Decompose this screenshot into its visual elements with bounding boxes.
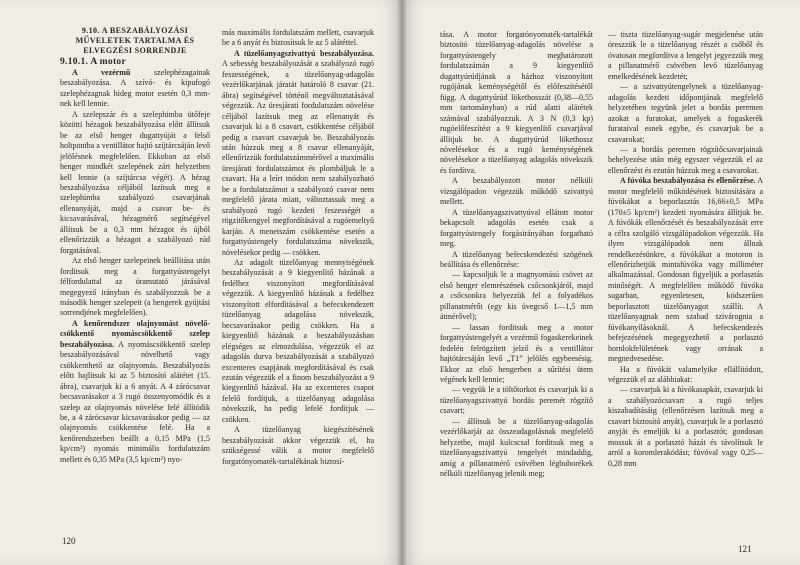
paragraph [222, 49, 374, 258]
paragraph-text: — állítsuk be a tüzelőanyag-adagolás vezérlőkarját az összeadagolásnak megfelelő helyzetbe, majd kulcscsal forditsuk meg a tüzelőanyagszivattyú tengelyét mindaddig, amíg a pillanatmérő csövében légbuborékek nélküli tüzelőanyag jelenik meg; [440, 416, 593, 479]
paragraph [440, 417, 593, 480]
paragraph-text: tása. A motor forgatónyomaték-tartalékát biztosító tüzelőanyag-adagolás növelése a forgattyústengely meghatározott fordulatszámán a 9 kiegyenlítő dugattyúrúdjának a házhoz viszonyított rugójának keménységétől és előfeszítésétől függ. A dugattyúrúd lökethosszát (0,38—0,55 mm tartományban) a rúd alatti alátétek számával szabályozzuk. A 3 N (0,3 kp) rugóelőfeszítést a 9 kiegyenlítő csavarjával állítjuk be. A dugattyúrúd lökethossz növelésekor és a rugó keménységének növelésekor a tüzelőanyag adagolás növekszik és fordítva. [440, 30, 593, 175]
paragraph-text: A sebesség beszabályozását a szabályozó rugó feszességének, a tüzelőanyag-adagolás vezérlőkarjának járatát határoló 8 csavar (21. ábra) segítségével történő megváltoztatásával végezzük. Az üresjárati fordulatszám növelése céljából lazítsuk meg az ellenanyát és csavarjuk ki a 8 csavart, csökkentése céljából pedig a csavart csavarjuk be. Beszabályozás után húzzuk meg a 8 csavar ellenanyáját, ellenőrizzük fordulatszámmérővel a maximális üresjárati fordulatszámot és plombáljuk le a csavart. Ha a leírt módon nem szabályozható be a fordulatszámot a szabályozó csavar nem megfelelő járata miatt, változtassuk meg a szabályozó rugó kezdeti feszességét a rögzítőkengyel megfordításával a rugóemeltyű karján. A menetszám csökkentése esetén a forgattyústengely fordulatszáma növekszik, növelésekor pedig — csökken. [222, 59, 374, 257]
paragraph [60, 319, 210, 465]
paragraph-text: — a bordás peremen rögzítőcsavarjainak behelyezése után még egyszer végezzük el az ellenőrzést és ezután húzzuk meg a csavarokat. [608, 144, 763, 175]
paragraph-text: A tüzelőanyag kiegészítésének beszabályozását akkor végezzük el, ha szükségessé válik a motor megfelelő forgatónyomaték-tartalékának biztosí- [222, 425, 374, 466]
paragraph-bold-lead: A kenőrendszer olajnyomást növelő-csökkentő nyomáscsökkentő szelep beszabályozása. [60, 318, 210, 349]
paragraph [440, 176, 593, 207]
subsection-heading: 9.10.1. A motor [60, 57, 126, 67]
paragraph-text: Az első henger szelepeinek beállítása után forditsuk meg a forgattyústengelyt félfordulattal az óramutató járásával megegyező irányban és szabályozzuk be a második henger szelepeit (a hengerek gyújtási sorrendjének megfelelően). [60, 256, 210, 318]
paragraph-bold-lead: A fúvóka beszabályozása és ellenőrzése. [620, 176, 756, 186]
paragraph-bold-lead: A tüzelőanyagszivattyú beszabályozása. [234, 48, 374, 58]
paragraph [60, 256, 210, 319]
paragraph [222, 258, 374, 425]
left-page-column-2 [222, 28, 374, 467]
paragraph-text: — csavarjuk ki a fúvókasapkát, csavarjuk ki a szabályozócsavart a rugó teljes kiszabadításáig (ellenőrzésen lazítsuk meg a csavart biztosító anyát), csavarjuk le a porlasztó anyját és emeljük ki a porlasztót; gondosan mossuk át a porlasztó házát és távolítsuk le arról a koromlerakódást; fúvóval vagy 0,25—0,28 mm [608, 385, 763, 468]
paragraph-text: — a szivattyútengelynek a tüzelőanyag-adagolás kezdeti időpontjának megfelelő helyzetében tegyünk jelet a bordás peremen azokat a furatokat, amelyek a fogaskerék furataival esnek egybe, és csavarjuk be a csavarokat; [608, 82, 763, 144]
paragraph [60, 68, 210, 110]
paragraph-bold-lead: A vezérmű [72, 68, 131, 77]
page-number-left: 120 [62, 536, 76, 546]
left-col1-paragraphs [60, 68, 210, 465]
right-page-column-1 [440, 30, 593, 479]
paragraph-text: Ha a fúvókát valamelyike ellállítódott, végezzük el az alábbiakat: [608, 364, 763, 384]
paragraph-text: — tiszta tüzelőanyag-sugár megjelenése után óreszzük le a tüzelőanyag részét a csőből és óvatosan megfordítva a lengelyt jegyezzük meg a pillanatmérő csövében levő tüzelőanyag emelkedésének kezdetét; [608, 30, 763, 81]
paragraph [440, 250, 593, 271]
paragraph [608, 82, 763, 145]
paragraph [608, 385, 763, 469]
paragraph-text: A tüzelőanyagszivattyúval ellátott motor bekapcsolt adagolás esetén csak a forgattyústengely forgásirányában forgatható meg. [440, 207, 593, 249]
paragraph-text: A nyomáscsökkentő szelep beszabályozásával növelhető vagy csökkenthető az olajnyomás. Beszabályozás előtt hajlítsuk ki az 5 biztosító alátétet (15. ábra), csavarjuk ki a 6 anyát. A 4 zárócsavar becsavarásakor a 3 rugó összenyomódik és a szelep az olajnyomás növelése felé állítódik be, a 4 zárócsavar kicsavarásakor pedig — az olajnyomás csökkentése felé. Ha a kenőrendszerben beállt a 0,15 MPa (1,5 kp/cm²) nyomás minimális fordulatszám mellett és 0,35 MPa (3,5 kp/cm²) nyo- [60, 339, 210, 464]
left-page-column-1 [60, 26, 210, 465]
paragraph [608, 176, 763, 364]
right-page-column-2 [608, 30, 763, 469]
paragraph [440, 30, 593, 176]
paragraph [440, 270, 593, 322]
paragraph-text: — vegyük le a töltőtorkot és csavarjuk ki a tüzelőanyagszivattyú bordás peremét rögzítő csavart; [440, 385, 593, 416]
paragraph [608, 145, 763, 176]
paragraph [222, 28, 374, 49]
right-page [402, 0, 800, 565]
paragraph [60, 110, 210, 256]
paragraph-text: Az adagolt tüzelőanyag mennyiségének beszabályozását a 9 kiegyenlítő házának a fedélhez viszonyított megfordításával végezzük. A kiegyenlítő házának a fedélhez viszonyított elfordításával a befecskendezett tüzelőanyag adagolása növekszik, becsavarásakor pedig csökken. Ha a kiegyenlítő házának a beszabályozásban elégséges az elmozdulása, végezzük el az adagolás durva beszabályozását a szabályozó excenteres csapjának megfordításával és csak ezután végezzük el a finom beszabályozást a 9 kiegyenlítő házával. Ha az excenteres csapot felelő fordítjuk, a tüzelőanyag adagolása növekszik, ha pedig lefelé fordítjuk — csökken. [222, 257, 374, 424]
page-number-right: 121 [738, 544, 752, 554]
right-col2-paragraphs [608, 30, 763, 469]
paragraph-text: — kapcsoljuk le a magnyomású csövet az első henger elemrészének csőcsonkjáról, majd a csőcsonkra helyezzük fel a folyadékos pillanatmérőt (egy kis üvegcső 1—1,5 mm átmérővel); [440, 270, 593, 322]
book-gutter [397, 0, 407, 565]
paragraph-text: — lassan forditsuk meg a motor forgattyústengelyét a vezérmű fogaskerekeinek fedelén felrögzített jelző és a ventillátor hajtótárcsáján levő „T1” jelölés egybeesésig. Ekkor az első hengerben a sűrítési ütem végének kell lennie; [440, 322, 593, 384]
left-col2-paragraphs [222, 28, 374, 467]
paragraph [440, 208, 593, 250]
paragraph-text: A beszabályozott motor nélküli vizsgálópadon végezzük működő szivattyú mellett. [440, 176, 593, 207]
paragraph [440, 385, 593, 416]
paragraph-text: A tüzelőanyag befecskendezési szögének beállítása és ellenőrzése: [440, 249, 593, 269]
paragraph-text: A motor megfelelő működésének biztosítására a fúvókákat a beporlasztás 16,66±0,5 MPa (170±5 kp/cm²) kezdeti nyomására állítjuk be. A fúvókák ellenőrzését és beszabályozását erre a célra szolgáló vizsgálópadokon végezzük. Ha ilyen vizsgálópadok nem állnak rendelkezésünkre, a fúvókákat a motoron is ellenőrizhetjük mintafúvóka vagy milliméter alkalmazással. Gondosan figyeljük a porlasztás minőségét. A megfelelően működő fúvóka sugarban, egyenletesen, ködszerűen beporlasztott tüzelőanyagot szállít. A tüzelőanyagnak nem szabad szivárognia a fúvókanyílásoknál. A befecskendezés befejezésének megegyezhető a porlasztó hornlokfelületének vagy orrának a megnedvesedése. [608, 176, 763, 364]
paragraph [222, 425, 374, 467]
paragraph-text: A szelepszár és a szelephimba ütőfeje közötti hézagok beszabályozása előtt állítsuk be az első henger dugattyúját a felső holtpontba a ventillátor hajtó szíjtárcsáján levő jelölésnek megfelelően. Ekkoban az első henger mindkét szelepének zárt helyzetben kell lennie (a szíjtárcsa végét). A hézag beszabályozása céljából lazítsuk meg a szelephimba szabályozó csavarjának ellenanyáját, majd a csavar be- és kicsavarásával, hézagmérő segítségével állítsuk be a 0,3 mm hézagot és újból ellenőrizzük a hézagot a szabályozó rúd forgatásával. [60, 109, 210, 255]
paragraph-text: más maximális fordulatszám mellett, csavarjuk be a 6 anyát és biztosítsuk le az 5 alátéttel. [222, 28, 374, 48]
paragraph-text: szelephézagainak beszabályozása. A szívó- és kipufogó szelephézagnak hideg motor esetén 0,3 mm-nek kell lennie. [60, 68, 210, 109]
right-col1-paragraphs [440, 30, 593, 479]
paragraph [608, 365, 763, 386]
paragraph [608, 30, 763, 82]
paragraph [440, 323, 593, 386]
section-heading: 9.10. A BESZABÁLYOZÁSI MŰVELETEK TARTALMA ÉS ELVEGZÉSI SORRENDJE [75, 26, 195, 55]
